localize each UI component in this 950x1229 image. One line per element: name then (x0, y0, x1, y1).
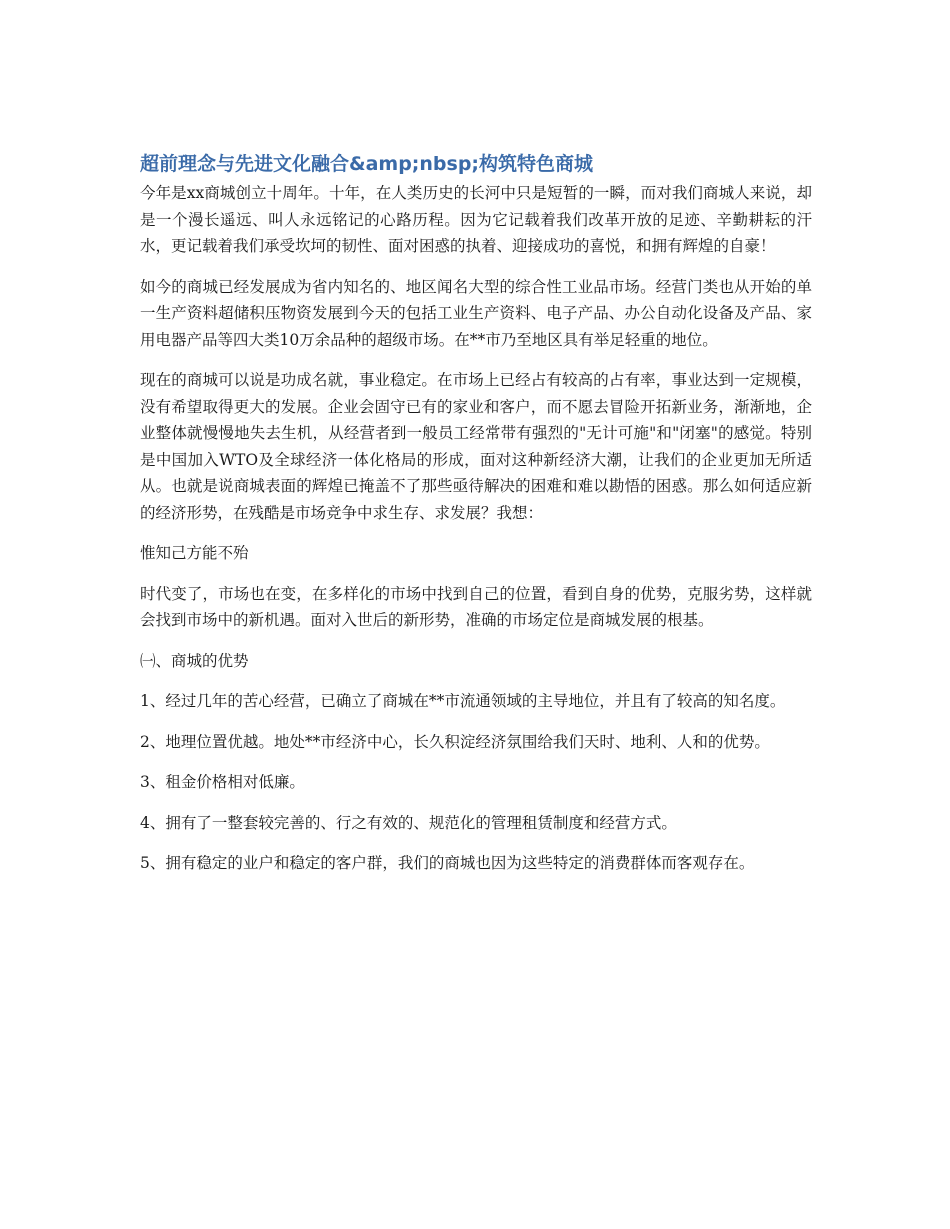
paragraph-current-status: 如今的商城已经发展成为省内知名的、地区闻名大型的综合性工业品市场。经营门类也从开始的单一生产资料超储积压物资发展到今天的包括工业生产资料、电子产品、办公自动化设备及产品、家用电器产品等四大类10万余品种的超级市场。在**市乃至地区具有举足轻重的地位。 (140, 277, 812, 349)
list-item-advantage-1: 1、经过几年的苦心经营，已确立了商城在**市流通领域的主导地位，并且有了较高的知名度。 (140, 692, 786, 710)
paragraph-intro: 今年是xx商城创立十周年。十年，在人类历史的长河中只是短暂的一瞬，而对我们商城人来说，却是一个漫长遥远、叫人永远铭记的心路历程。因为它记载着我们改革开放的足迹、辛勤耕耘的汗水，更记载着我们承受坎坷的韧性、面对困惑的执着、迎接成功的喜悦，和拥有辉煌的自豪！ (140, 184, 812, 255)
document-title: 超前理念与先进文化融合&amp;nbsp;构筑特色商城 (140, 153, 594, 175)
paragraph-challenges: 现在的商城可以说是功成名就，事业稳定。在市场上已经占有较高的占有率，事业达到一定规模，没有希望取得更大的发展。企业会固守已有的家业和客户，而不愿去冒险开拓新业务，渐渐地，企业整体就慢慢地失去生机，从经营者到一般员工经常带有强烈的"无计可施"和"闭塞"的感觉。特别是中国加入WTO及全球经济一体化格局的形成，面对这种新经济大潮，让我们的企业更加无所适从。也就是说商城表面的辉煌已掩盖不了那些亟待解决的困难和难以勘悟的困惑。那么如何适应新的经济形势，在残酷是市场竞争中求生存、求发展？我想： (140, 371, 812, 522)
list-item-advantage-4: 4、拥有了一整套较完善的、行之有效的、规范化的管理租赁制度和经营方式。 (140, 813, 677, 832)
list-item-advantage-2: 2、地理位置优越。地处**市经济中心，长久积淀经济氛围给我们天时、地利、人和的优势。 (140, 732, 770, 751)
document-page (140, 150, 812, 891)
list-item-advantage-5: 5、拥有稳定的业户和稳定的客户群，我们的商城也因为这些特定的消费群体而客观存在。 (140, 854, 755, 872)
paragraph-market-positioning: 时代变了，市场也在变，在多样化的市场中找到自己的位置，看到自身的优势，克服劣势，这样就会找到市场中的新机遇。面对入世后的新形势，准确的市场定位是商城发展的根基。 (140, 584, 812, 629)
section-heading-know-yourself: 惟知己方能不殆 (140, 544, 249, 562)
list-item-advantage-3: 3、租金价格相对低廉。 (140, 773, 305, 791)
subheading-advantages: ㈠、商城的优势 (140, 651, 249, 670)
